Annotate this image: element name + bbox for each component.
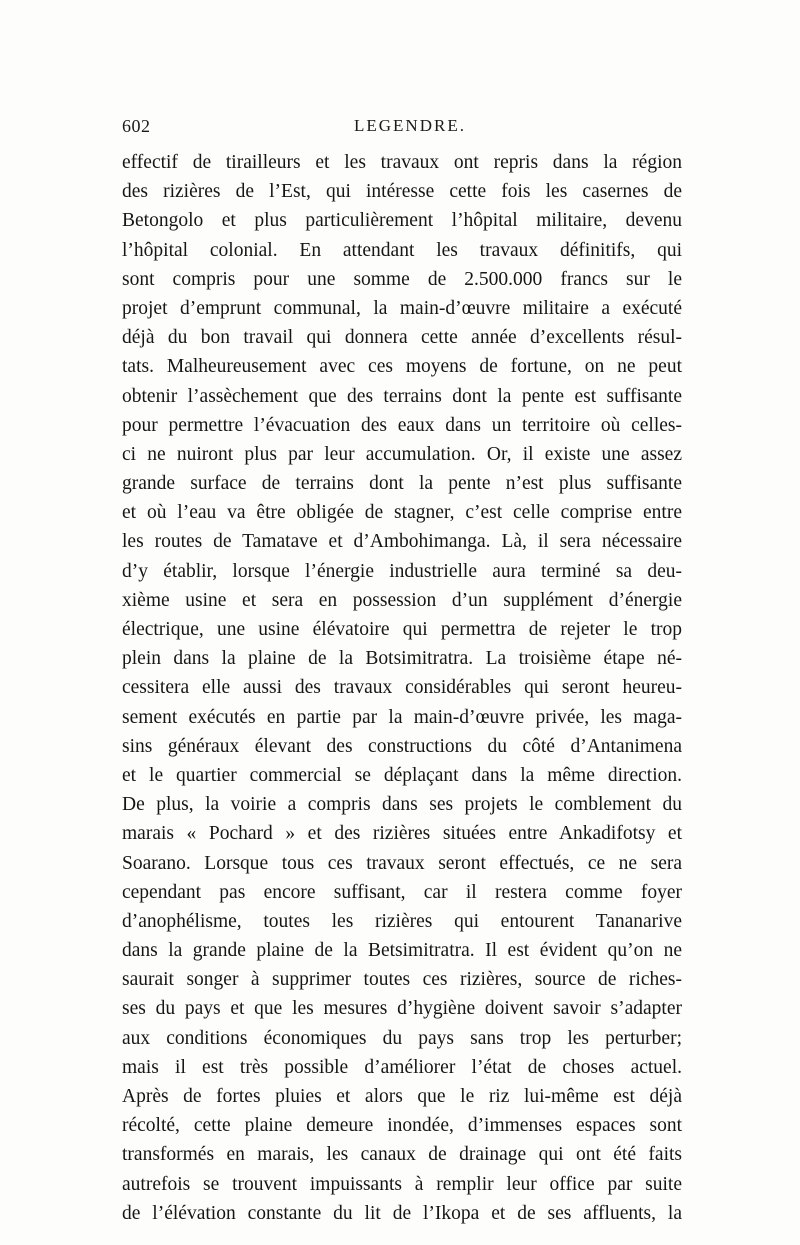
text-line: autrefois se trouvent impuissants à remplir leur office par suite [122, 1173, 682, 1195]
text-line: aux conditions économiques du pays sans trop les perturber; [122, 1027, 682, 1049]
text-line: saurait songer à supprimer toutes ces rizières, source de riches- [122, 969, 682, 991]
text-line: projet d’emprunt communal, la main-d’œuvre militaire a exécuté [122, 297, 682, 319]
text-line: cessitera elle aussi des travaux considérables qui seront heureu- [122, 677, 682, 699]
running-title: LEGENDRE. [354, 116, 466, 135]
text-line: pour permettre l’évacuation des eaux dans un territoire où celles- [122, 414, 682, 436]
text-line: sement exécutés en partie par la main-d’œuvre privée, les maga- [122, 706, 682, 728]
text-line: tats. Malheureusement avec ces moyens de fortune, on ne peut [122, 356, 682, 378]
body-text [122, 148, 682, 1228]
text-line: déjà du bon travail qui donnera cette année d’excellents résul- [122, 327, 682, 349]
text-line: Après de fortes pluies et alors que le riz lui-même est déjà [122, 1086, 682, 1107]
text-line: d’anophélisme, toutes les rizières qui entourent Tananarive [122, 910, 682, 932]
running-head [122, 116, 682, 140]
text-line: et le quartier commercial se déplaçant dans la même direction. [122, 764, 682, 786]
text-line: cependant pas encore suffisant, car il restera comme foyer [122, 881, 682, 903]
text-line: et où l’eau va être obligée de stagner, c’est celle comprise entre [122, 502, 682, 524]
text-line: électrique, une usine élévatoire qui permettra de rejeter le trop [122, 619, 682, 640]
text-line: Soarano. Lorsque tous ces travaux seront effectués, ce ne sera [122, 852, 682, 874]
text-line: marais « Pochard » et des rizières situées entre Ankadifotsy et [122, 823, 682, 845]
text-line: obtenir l’assèchement que des terrains dont la pente est suffisante [122, 385, 682, 407]
text-line: plein dans la plaine de la Botsimitratra. La troisième étape né- [122, 648, 682, 670]
text-line: mais il est très possible d’améliorer l’état de choses actuel. [122, 1056, 682, 1078]
text-line: sins généraux élevant des constructions du côté d’Antanimena [122, 735, 682, 757]
text-line: l’hôpital colonial. En attendant les travaux définitifs, qui [122, 239, 682, 261]
text-line: De plus, la voirie a compris dans ses projets le comblement du [122, 794, 682, 816]
text-line: transformés en marais, les canaux de drainage qui ont été faits [122, 1144, 682, 1166]
text-line: xième usine et sera en possession d’un supplément d’énergie [122, 589, 682, 611]
text-line: les routes de Tamatave et d’Ambohimanga. Là, il sera nécessaire [122, 531, 682, 553]
text-line: des rizières de l’Est, qui intéresse cette fois les casernes de [122, 181, 682, 203]
text-line: grande surface de terrains dont la pente n’est plus suffisante [122, 473, 682, 495]
text-line: effectif de tirailleurs et les travaux ont repris dans la région [122, 152, 682, 173]
text-line: Betongolo et plus particulièrement l’hôpital militaire, devenu [122, 210, 682, 232]
text-line: ci ne nuiront plus par leur accumulation. Or, il existe une assez [122, 443, 682, 465]
text-line: récolté, cette plaine demeure inondée, d’immenses espaces sont [122, 1115, 682, 1137]
text-line: d’y établir, lorsque l’énergie industrielle aura terminé sa deu- [122, 560, 682, 582]
text-line: sont compris pour une somme de 2.500.000 francs sur le [122, 268, 682, 290]
page-number: 602 [122, 116, 151, 136]
text-line: de l’élévation constante du lit de l’Ikopa et de ses affluents, la [122, 1202, 682, 1224]
text-line: ses du pays et que les mesures d’hygiène doivent savoir s’adapter [122, 998, 682, 1020]
text-line: dans la grande plaine de la Betsimitratra. Il est évident qu’on ne [122, 940, 682, 962]
